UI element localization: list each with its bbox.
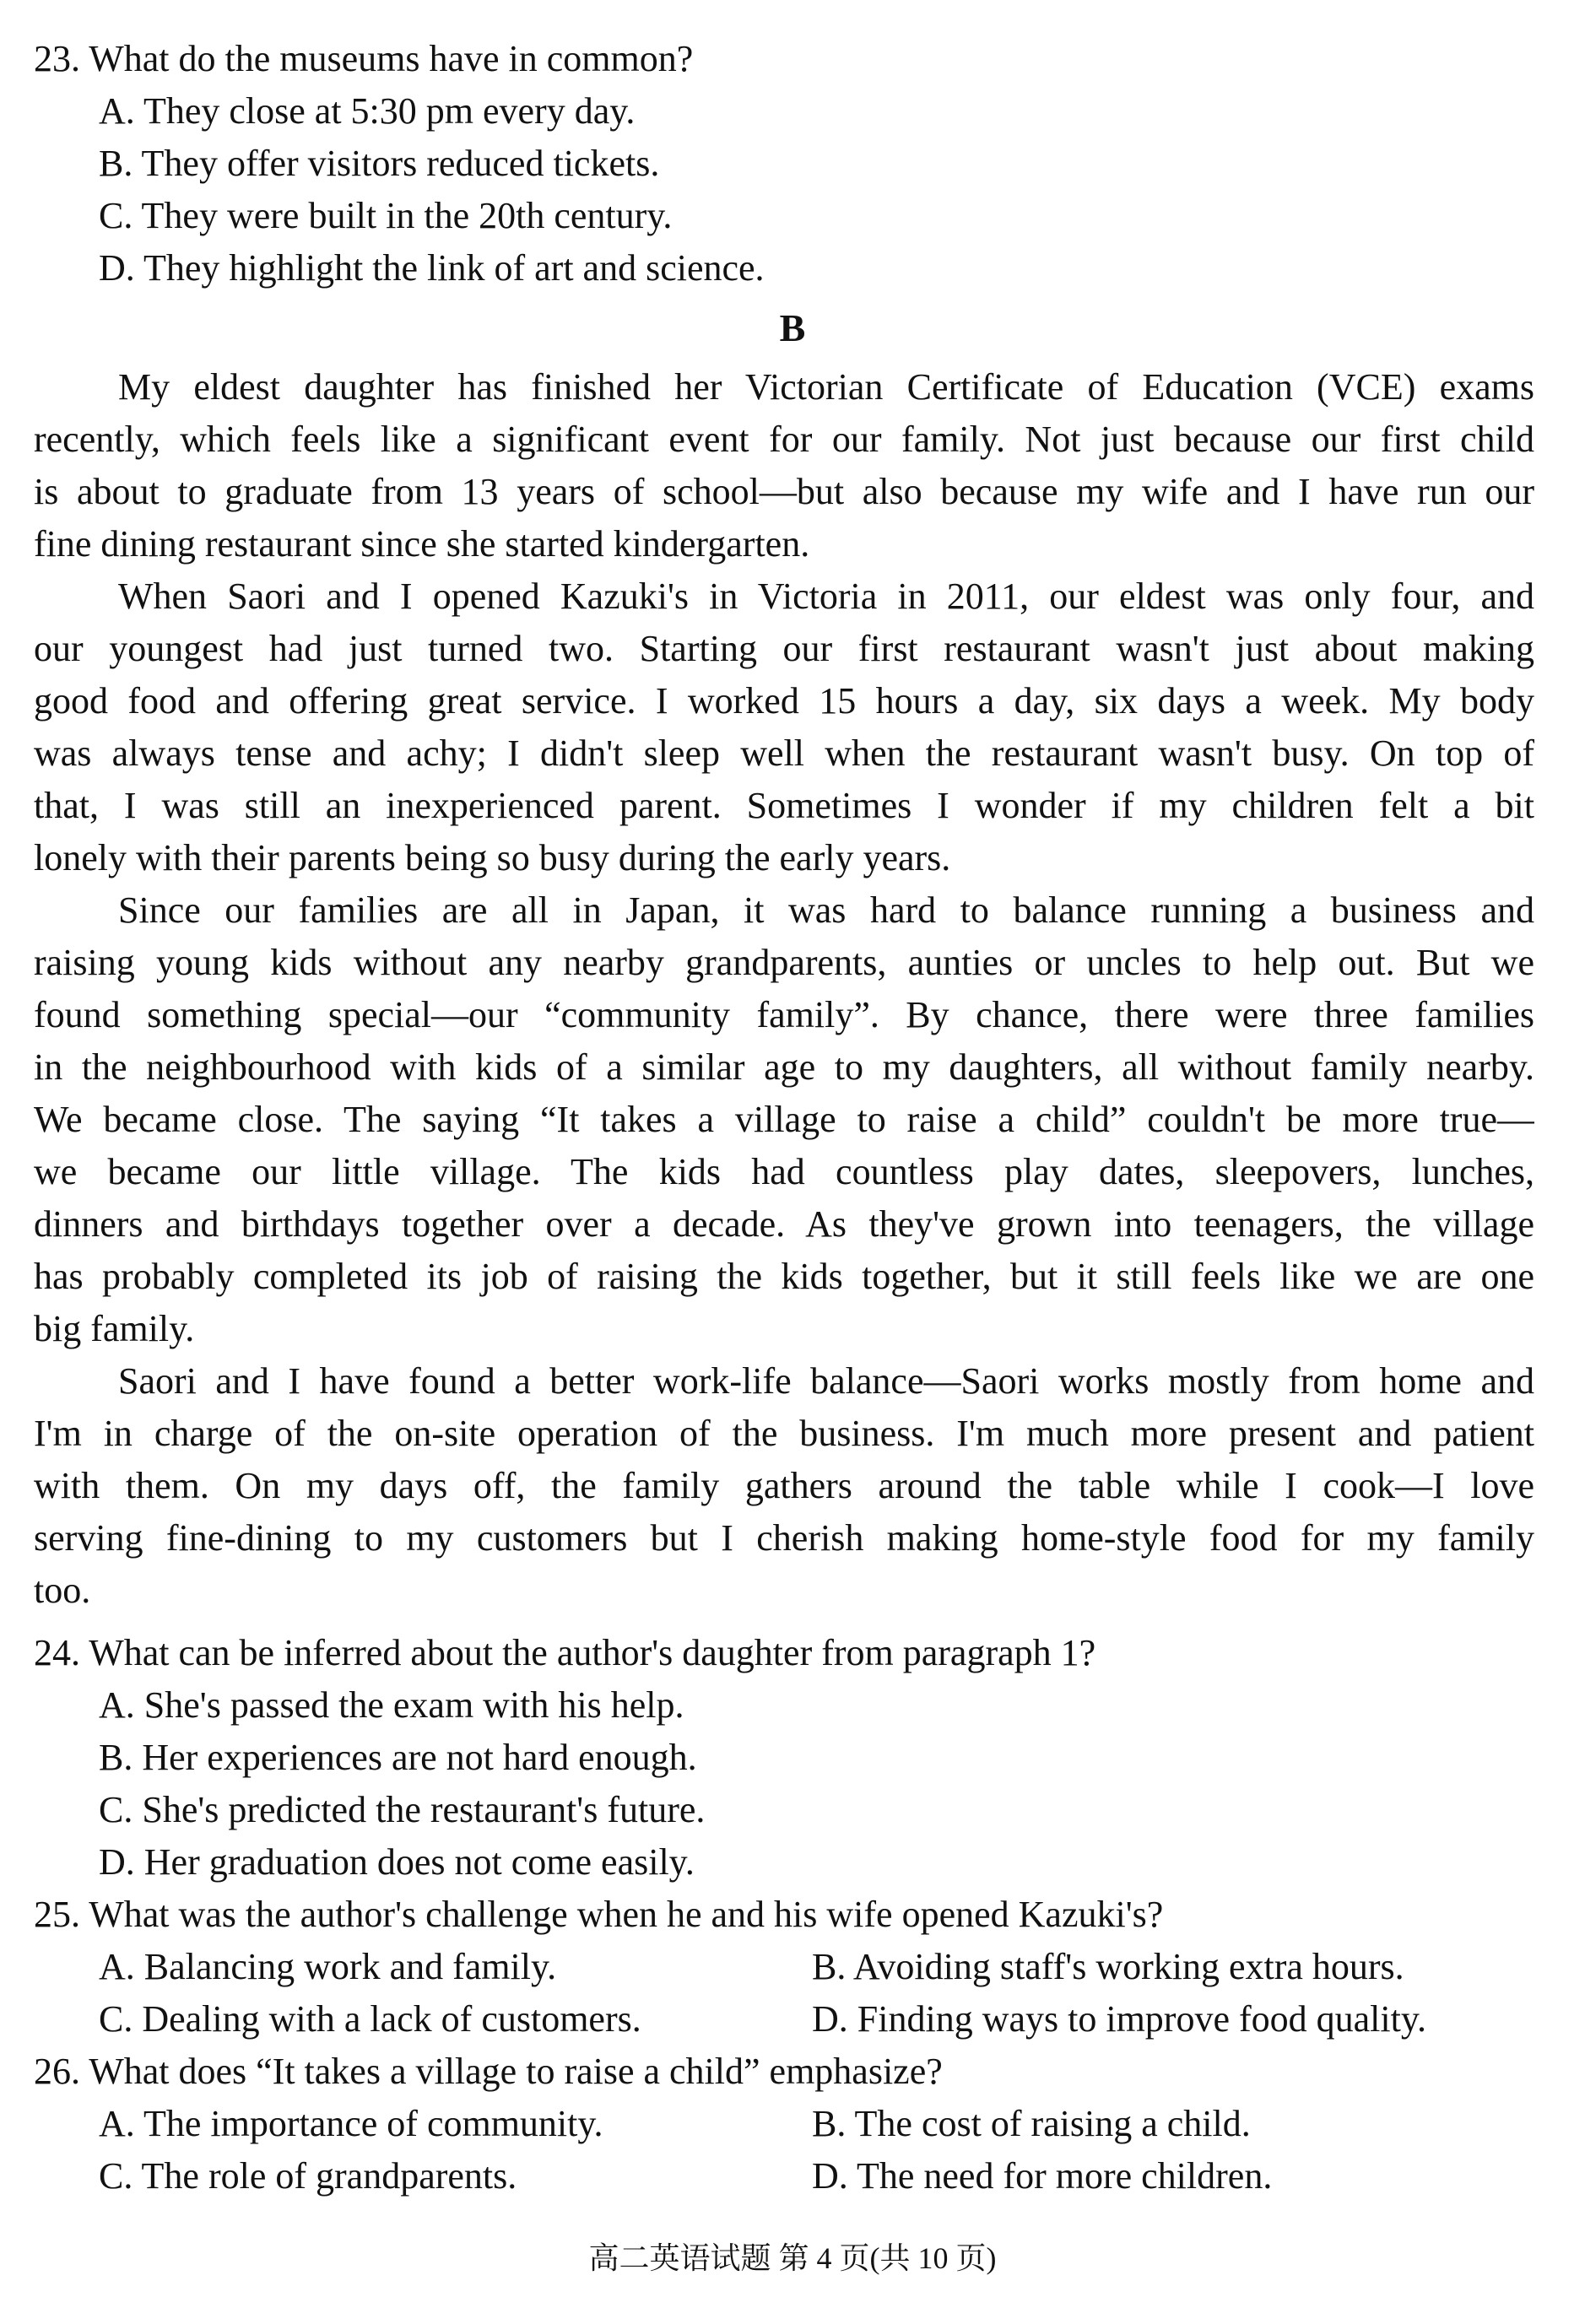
passage-line: has probably completed its job of raising the kids together, but it still feels like we are one [34, 1256, 1534, 1297]
passage-line: We became close. The saying “It takes a village to raise a child” couldn't be more true— [34, 1099, 1534, 1140]
q25-option-c: C. Dealing with a lack of customers. [99, 1998, 641, 2040]
q24-option-a: A. She's passed the exam with his help. [99, 1684, 684, 1726]
q23-option-a: A. They close at 5:30 pm every day. [99, 90, 636, 132]
passage-line: Since our families are all in Japan, it was hard to balance running a business and [118, 889, 1534, 931]
passage-line: When Saori and I opened Kazuki's in Victoria in 2011, our eldest was only four, and [118, 576, 1534, 617]
q23-option-b: B. They offer visitors reduced tickets. [99, 143, 660, 184]
passage-line: recently, which feels like a significant event for our family. Not just because our first child [34, 419, 1534, 460]
page-footer: 高二英语试题 第 4 页(共 10 页) [588, 2241, 997, 2275]
q24-stem: 24. What can be inferred about the author's daughter from paragraph 1? [34, 1632, 1096, 1673]
passage-line: My eldest daughter has finished her Victorian Certificate of Education (VCE) exams [118, 366, 1534, 408]
passage-line: I'm in charge of the on-site operation of the business. I'm much more present and patient [34, 1413, 1534, 1454]
q26-option-c: C. The role of grandparents. [99, 2155, 517, 2197]
q26-option-d: D. The need for more children. [812, 2155, 1273, 2197]
q26-option-b: B. The cost of raising a child. [812, 2103, 1251, 2144]
passage-line: Saori and I have found a better work-life balance—Saori works mostly from home and [118, 1360, 1534, 1402]
passage-line: dinners and birthdays together over a decade. As they've grown into teenagers, the village [34, 1203, 1534, 1245]
passage-line: too. [34, 1570, 91, 1611]
q23-option-c: C. They were built in the 20th century. [99, 195, 673, 236]
q23-stem: 23. What do the museums have in common? [34, 38, 694, 79]
passage-line: fine dining restaurant since she started kindergarten. [34, 523, 810, 565]
q26-option-a: A. The importance of community. [99, 2103, 603, 2144]
q25-option-d: D. Finding ways to improve food quality. [812, 1998, 1426, 2040]
passage-line: good food and offering great service. I worked 15 hours a day, six days a week. My body [34, 680, 1534, 722]
section-heading: B [779, 306, 806, 349]
passage-line: that, I was still an inexperienced parent. Sometimes I wonder if my children felt a bit [34, 785, 1534, 826]
q24-option-d: D. Her graduation does not come easily. [99, 1841, 695, 1883]
q23-option-d: D. They highlight the link of art and science. [99, 247, 765, 289]
passage-line: raising young kids without any nearby grandparents, aunties or uncles to help out. But we [34, 942, 1534, 983]
passage-line: lonely with their parents being so busy during the early years. [34, 837, 951, 878]
passage-line: found something special—our “community family”. By chance, there were three families [34, 994, 1534, 1035]
passage-line: our youngest had just turned two. Starting our first restaurant wasn't just about making [34, 628, 1534, 669]
q26-stem: 26. What does “It takes a village to raise a child” emphasize? [34, 2051, 943, 2092]
passage-line: in the neighbourhood with kids of a similar age to my daughters, all without family nearby. [34, 1046, 1534, 1088]
passage-line: we became our little village. The kids had countless play dates, sleepovers, lunches, [34, 1151, 1534, 1192]
passage-line: is about to graduate from 13 years of school—but also because my wife and I have run our [34, 471, 1534, 512]
passage-line: serving fine-dining to my customers but I cherish making home-style food for my family [34, 1517, 1534, 1559]
q25-option-b: B. Avoiding staff's working extra hours. [812, 1946, 1404, 1987]
q24-option-b: B. Her experiences are not hard enough. [99, 1737, 697, 1778]
passage-line: big family. [34, 1308, 195, 1349]
q25-stem: 25. What was the author's challenge when he and his wife opened Kazuki's? [34, 1894, 1164, 1935]
q24-option-c: C. She's predicted the restaurant's future. [99, 1789, 706, 1830]
passage-line: was always tense and achy; I didn't sleep well when the restaurant wasn't busy. On top of [34, 732, 1534, 774]
passage-line: with them. On my days off, the family gathers around the table while I cook—I love [34, 1465, 1534, 1506]
q25-option-a: A. Balancing work and family. [99, 1946, 557, 1987]
